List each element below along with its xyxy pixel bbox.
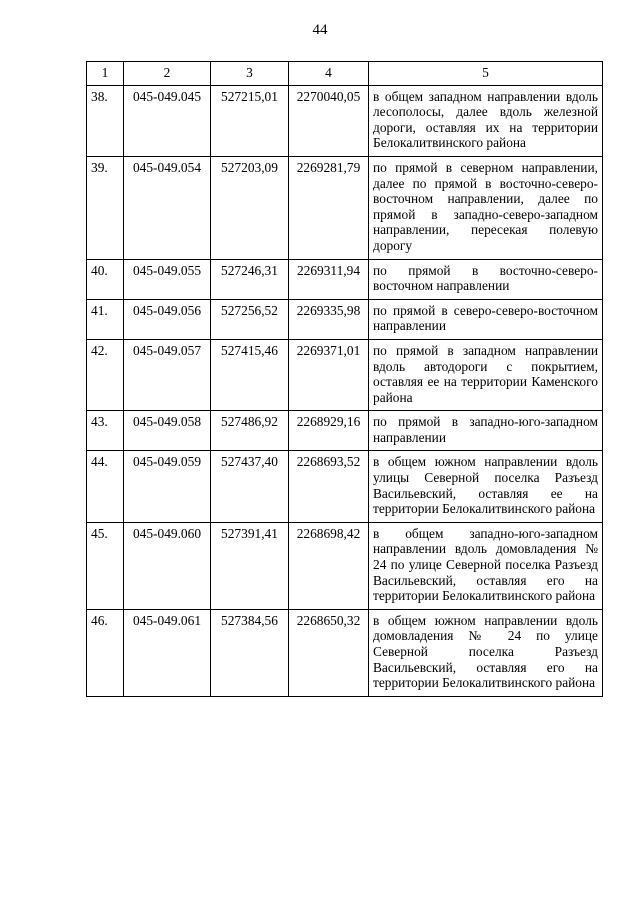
boundary-description: в общем южном направлении вдоль домовладения № 24 по улице Северной поселка Разъезд Васильевский, оставляя его на территории Белокалитвинского района: [369, 609, 603, 696]
point-code: 045-049.061: [124, 609, 211, 696]
coordinate-x: 527415,46: [211, 339, 289, 410]
boundary-description: по прямой в северо-северо-восточном направлении: [369, 299, 603, 339]
coordinate-y: 2269281,79: [289, 156, 369, 259]
page-number: 44: [312, 22, 328, 38]
row-number: 45.: [87, 522, 124, 609]
point-code: 045-049.058: [124, 411, 211, 451]
column-header-5: 5: [369, 62, 603, 86]
point-code: 045-049.054: [124, 156, 211, 259]
boundary-description: в общем южном направлении вдоль улицы Северной поселка Разъезд Васильевский, оставляя ее на территории Белокалитвинского района: [369, 451, 603, 522]
table-header-row: [87, 62, 603, 86]
coordinate-x: 527486,92: [211, 411, 289, 451]
column-header-4: 4: [289, 62, 369, 86]
table-row: [87, 609, 603, 696]
coordinate-x: 527384,56: [211, 609, 289, 696]
boundary-description: в общем западном направлении вдоль лесополосы, далее вдоль железной дороги, оставляя их на территории Белокалитвинского района: [369, 85, 603, 156]
row-number: 42.: [87, 339, 124, 410]
coordinate-y: 2268698,42: [289, 522, 369, 609]
coordinate-y: 2269371,01: [289, 339, 369, 410]
boundary-description: по прямой в восточно-северо-восточном направлении: [369, 259, 603, 299]
coordinate-x: 527437,40: [211, 451, 289, 522]
coordinate-y: 2268929,16: [289, 411, 369, 451]
coordinate-y: 2268693,52: [289, 451, 369, 522]
point-code: 045-049.057: [124, 339, 211, 410]
table-row: [87, 339, 603, 410]
coordinate-y: 2270040,05: [289, 85, 369, 156]
row-number: 46.: [87, 609, 124, 696]
point-code: 045-049.059: [124, 451, 211, 522]
boundary-description: в общем западно-юго-западном направлении вдоль домовладения № 24 по улице Северной поселка Разъезд Васильевский, оставляя его на территории Белокалитвинского района: [369, 522, 603, 609]
point-code: 045-049.055: [124, 259, 211, 299]
row-number: 44.: [87, 451, 124, 522]
column-header-2: 2: [124, 62, 211, 86]
coordinate-y: 2269335,98: [289, 299, 369, 339]
table-row: [87, 85, 603, 156]
row-number: 38.: [87, 85, 124, 156]
boundary-description: по прямой в северном направлении, далее по прямой в восточно-северо-восточном направлении, далее по прямой в западно-северо-западном направлении, пересекая полевую дорогу: [369, 156, 603, 259]
coordinate-x: 527215,01: [211, 85, 289, 156]
row-number: 43.: [87, 411, 124, 451]
table-row: [87, 522, 603, 609]
point-code: 045-049.056: [124, 299, 211, 339]
row-number: 41.: [87, 299, 124, 339]
point-code: 045-049.045: [124, 85, 211, 156]
boundary-description: по прямой в западно-юго-западном направлении: [369, 411, 603, 451]
column-header-1: 1: [87, 62, 124, 86]
coordinate-x: 527256,52: [211, 299, 289, 339]
coordinate-y: 2269311,94: [289, 259, 369, 299]
point-code: 045-049.060: [124, 522, 211, 609]
coordinate-y: 2268650,32: [289, 609, 369, 696]
coordinate-x: 527391,41: [211, 522, 289, 609]
column-header-3: 3: [211, 62, 289, 86]
table-row: [87, 259, 603, 299]
boundary-table: [86, 61, 603, 697]
coordinate-x: 527246,31: [211, 259, 289, 299]
table-row: [87, 156, 603, 259]
table-row: [87, 299, 603, 339]
row-number: 39.: [87, 156, 124, 259]
table-row: [87, 411, 603, 451]
coordinate-x: 527203,09: [211, 156, 289, 259]
boundary-description: по прямой в западном направлении вдоль автодороги с покрытием, оставляя ее на территории Каменского района: [369, 339, 603, 410]
table-row: [87, 451, 603, 522]
row-number: 40.: [87, 259, 124, 299]
